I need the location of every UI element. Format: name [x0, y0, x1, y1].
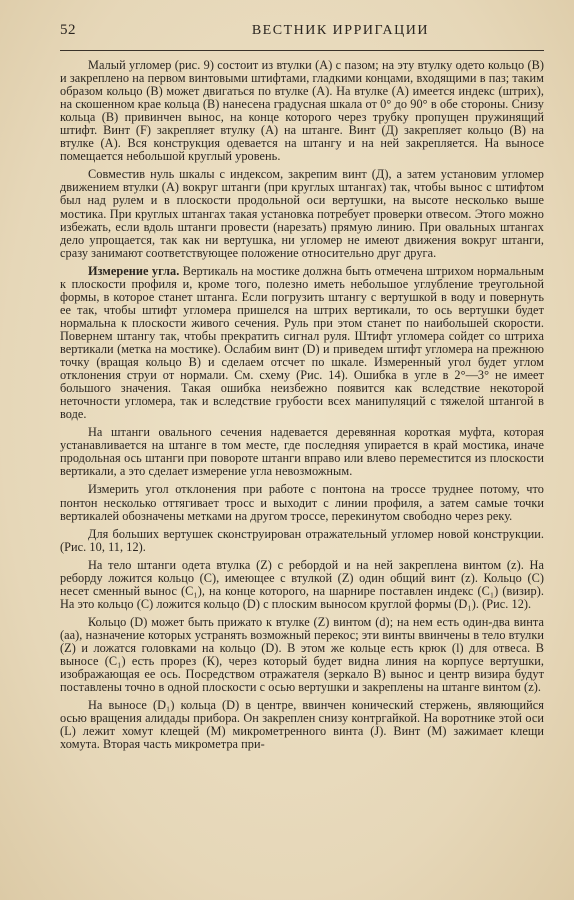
- journal-title: ВЕСТНИК ИРРИГАЦИИ: [251, 23, 429, 38]
- paragraph-text: На выносе (D₁) кольца (D) в центре, ввинчен конический стержень, являющийся осью вращения алидады прибора. Он закреплен снизу контргайкой. На воротнике этой оси (L) лежит хомут клещей (М) микрометренного винта (J). Винт (М) зажимает клещи хомута. Вторая часть микрометра при-: [60, 698, 544, 752]
- paragraph-text: Кольцо (D) может быть прижато к втулке (Z) винтом (d); на нем есть один-два винта (аа), назначение которых устранять возможный перекос; эти винты ввинчены в тело втулки (Z) и ложатся головками на кольцо (D). В этом же кольце есть крюк (l) для отвеса. В выносе (С₁) есть прорез (К), через который будет видна линия на корпусе вертушки, изображающая ее ось. Посредством отражателя (зеркало В) вынос и центр визира будут поставлены точно в одной плоскости с осью вертушки и закреплены на штанге винтом (z).: [60, 614, 544, 695]
- paragraph: [60, 426, 544, 478]
- paragraph: [60, 483, 544, 522]
- paragraph: [60, 559, 544, 611]
- paragraph-text: Для больших вертушек сконструирован отражательный угломер новой конструкции. (Рис. 10, 11, 12).: [60, 526, 544, 554]
- paragraph: [60, 616, 544, 694]
- paragraph: [60, 528, 544, 554]
- paragraph-text: На штанги овального сечения надевается деревянная короткая муфта, которая устанавливается на штанге в том месте, где последняя упирается в край мостика, иначе продольная ось штанги при повороте штанги вправо или влево переместится из плоскости вертикали, а это сделает измерение угла невозможным.: [60, 425, 544, 479]
- paragraph-text: Малый угломер (рис. 9) состоит из втулки (А) с пазом; на эту втулку одето кольцо (В) и закреплено на первом винтовыми штифтами, гладкими концами, входящими в паз; таким образом кольцо (В) может двигаться по втулке (А). На втулке (А) имеется индекс (штрих), на скошенном крае кольца (В) нанесена градусная шкала от 0° до 90° в обе стороны. Снизу кольца (В) привинчен вынос, на конце которого через трубку пропущен пружинящий штифт. Винт (F) закрепляет втулку (А) на штанге. Винт (Д) закрепляет кольцо (В) на втулке (А). Вся конструкция одевается на штангу и на ней закрепляется. На выносе помещается небольшой круглый уровень.: [60, 58, 544, 164]
- article-body: [60, 59, 544, 751]
- paragraph-text: Измерить угол отклонения при работе с понтона на троссе труднее потому, что понтон несколько оттягивает тросс и выходит с линии профиля, а затем самые точки вертикалей обозначены метками на другом тросcе, перекинутом свободно через реку.: [60, 482, 544, 523]
- page-header: [60, 22, 544, 46]
- paragraph-text: Совместив нуль шкалы с индексом, закрепим винт (Д), а затем установим угломер движением втулки (А) вокруг штанги (при круглых штангах) так, чтобы вынос с штифтом был над рулем и в плоскости продольной оси вертушки, на высоте несколько выше мостика. При круглых штангах такая установка потребует проверки отвесом. Этого можно избежать, если вдоль штанги провести (нарезать) прямую линию. При овальных штангах дело упрощается, так как ни вертушка, ни угломер не имеют движения вокруг штанги, сразу занимают соответствующее положение относительно друг друга.: [60, 167, 544, 260]
- paragraph: [60, 59, 544, 163]
- header-rule: [60, 50, 544, 51]
- paragraph-text: Вертикаль на мостике должна быть отмечена штрихом нормальным к плоскости профиля и, кроме того, полезно иметь небольшое углубление треугольной формы, в которое станет штанга. Если погрузить штангу с вертушкой в воду и повернуть ее так, чтобы штифт угломера пришелся на штрих вертикали, то ось вертушки будет нормальна к плоскости живого сечения. Руль при этом станет по наибольшей скорости. Повернем штангу так, чтобы прекратить сигнал руля. Штифт угломера сойдет со штриха вертикали (метка на мостике). Ослабим винт (D) и приведем штифт угломера на прежнюю точку (вращая кольцо В) и сделаем отсчет по шкале. Измеренный угол будет углом отклонения струи от нормали. См. схему (Рис. 14). Ошибка в угле в 2°—3° не имеет большого значения. Такая ошибка неизбежно появится как вследствие некоторой неточности угломера, так и вследствие грубости всех манипуляций с тяжелой штангой в воде.: [60, 263, 544, 422]
- paragraph-text: На тело штанги одета втулка (Z) с ребордой и на ней закреплена винтом (z). На реборду ложится кольцо (С), имеющее с втулкой (Z) один общий винт (z). Кольцо (С) несет сменный вынос (С₁), на конце которого, на шарнире поставлен индекс (С₁) (визир). На это кольцо (С) ложится кольцо (D) с плоским выносом круглой формы (D₁). (Рис. 12).: [60, 557, 544, 611]
- paragraph: [60, 699, 544, 751]
- section-lead-heading: Измерение угла.: [88, 263, 180, 278]
- paragraph: [60, 265, 544, 422]
- page-number: 52: [60, 22, 76, 38]
- paragraph: [60, 168, 544, 259]
